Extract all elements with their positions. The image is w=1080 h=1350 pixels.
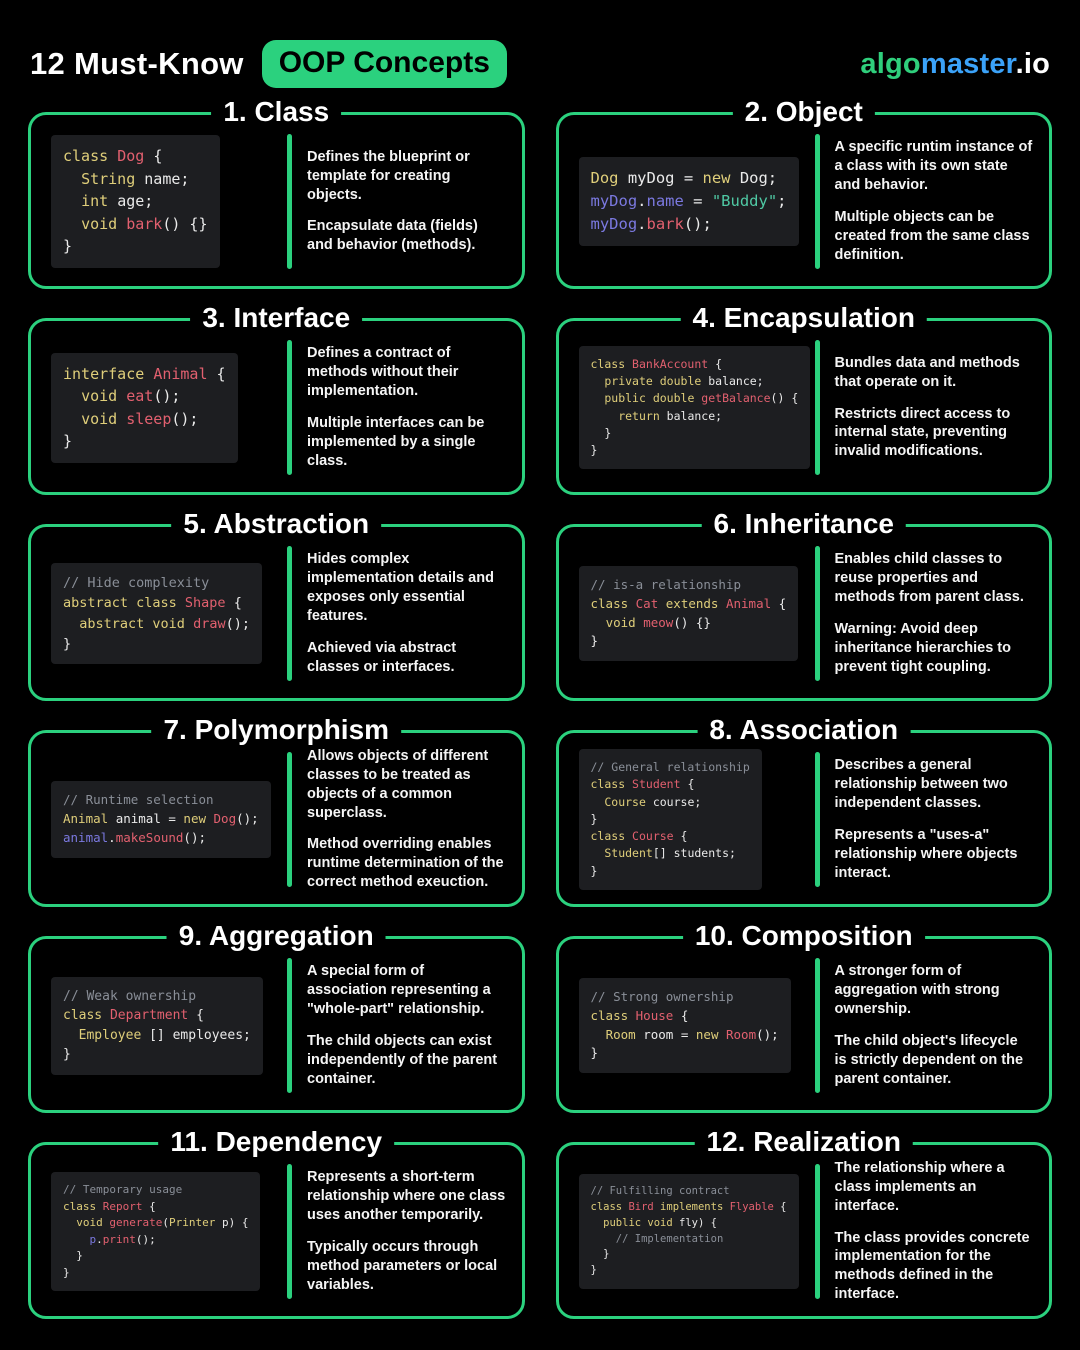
code-token: Room — [605, 1026, 644, 1042]
code-token: ; — [777, 191, 787, 210]
description-paragraph: Method overriding enables runtime determination of the correct method exeuction. — [307, 836, 504, 891]
card-9 — [28, 920, 525, 1113]
card-body — [559, 321, 1050, 492]
code-token — [63, 1216, 76, 1229]
description — [820, 962, 1038, 1088]
code-token: [] employees; — [149, 1027, 251, 1043]
page-title — [30, 40, 507, 88]
code-token: void — [81, 387, 127, 405]
code-token: myDog — [590, 191, 638, 210]
code-block — [51, 781, 271, 857]
code-token: fly) { — [679, 1216, 717, 1229]
code-token: room = — [643, 1026, 696, 1042]
code-token: class — [590, 829, 633, 844]
code-token: name; — [144, 169, 190, 188]
code-token: { — [196, 1008, 204, 1023]
code-token: { — [780, 1201, 787, 1213]
code-token: getBalance — [701, 391, 771, 406]
code-token: { — [680, 829, 688, 844]
card-2 — [556, 96, 1053, 289]
code-token: balance; — [666, 408, 723, 423]
code-token: abstract void — [79, 615, 194, 632]
code-token: } — [590, 811, 598, 826]
code-token: implements — [660, 1201, 730, 1213]
code-token: { — [153, 147, 163, 166]
brand-logo — [860, 48, 1050, 81]
code-token: Report — [102, 1199, 150, 1213]
card-body — [559, 527, 1050, 698]
code-token: bark — [126, 214, 163, 233]
description-paragraph: Hides complex implementation details and exposes only essential features. — [307, 551, 494, 624]
code-token: sleep — [126, 409, 172, 428]
code-token: Printer — [168, 1216, 222, 1229]
code-token: private double — [604, 374, 709, 388]
description-paragraph: Encapsulate data (fields) and behavior (methods). — [307, 218, 478, 254]
card-11 — [28, 1126, 525, 1319]
code-token: } — [63, 635, 72, 652]
code-token: Animal — [725, 595, 779, 611]
description — [292, 344, 510, 470]
code-token — [63, 616, 79, 632]
code-token: (); — [171, 409, 199, 428]
code-token: class — [590, 356, 633, 371]
description — [820, 138, 1038, 264]
code-token: Department — [109, 1008, 197, 1023]
code-token: void — [605, 614, 644, 630]
description-paragraph: Enables child classes to reuse properties and methods from parent class. — [834, 551, 1024, 606]
code-token — [591, 409, 619, 423]
code-token: int — [81, 192, 118, 211]
code-token: Bird — [628, 1201, 661, 1213]
code-token: bark — [646, 215, 684, 234]
code-token: name — [646, 191, 684, 210]
code-token — [591, 846, 605, 860]
card-title: 9. Aggregation — [167, 921, 386, 952]
code-token: Course — [604, 794, 653, 809]
code-token — [63, 192, 81, 210]
code-token: String — [81, 169, 145, 188]
code-block — [579, 566, 799, 661]
description — [292, 1168, 510, 1294]
code-block-wrapper — [51, 353, 287, 463]
description — [820, 550, 1038, 676]
description — [292, 962, 510, 1088]
code-token: () {} — [162, 214, 208, 233]
code-token: { — [216, 364, 226, 383]
code-token — [591, 391, 605, 405]
code-block — [579, 749, 762, 890]
code-token: (); — [153, 387, 181, 405]
description-paragraph: Multiple objects can be created from the same class definition. — [834, 209, 1030, 263]
code-token: ( — [162, 1216, 169, 1229]
card-6 — [556, 508, 1053, 701]
description — [292, 747, 510, 892]
code-token: . — [96, 1232, 103, 1246]
code-block — [579, 1174, 799, 1289]
card-title: 11. Dependency — [158, 1127, 394, 1158]
card-body — [31, 1145, 522, 1316]
card-title: 3. Interface — [190, 303, 362, 334]
description-paragraph: A stronger form of aggregation with strong ownership. — [834, 963, 1000, 1018]
code-token: } — [63, 432, 73, 450]
description — [292, 148, 510, 255]
code-token: { — [687, 777, 695, 792]
code-token: Shape — [184, 595, 234, 612]
description-paragraph: Defines the blueprint or template for creating objects. — [307, 148, 470, 203]
code-token: [] students; — [652, 846, 736, 861]
code-token: eat — [126, 387, 154, 405]
code-token: class — [63, 147, 118, 166]
code-token: myDog = — [627, 168, 703, 187]
card-title: 7. Polymorphism — [151, 715, 401, 746]
code-token: } — [590, 1045, 599, 1061]
description-paragraph: The child objects can exist independently of the parent container. — [307, 1033, 498, 1087]
code-token: Student — [632, 777, 688, 792]
description-paragraph: Restricts direct access to internal state, preventing invalid modifications. — [834, 405, 1011, 460]
code-token: animal = — [115, 811, 184, 827]
code-block-wrapper — [579, 978, 815, 1073]
description-paragraph: Bundles data and methods that operate on it. — [834, 354, 1020, 390]
card-title: 1. Class — [211, 97, 341, 128]
code-token: class — [63, 1199, 103, 1213]
code-token: BankAccount — [632, 356, 716, 371]
code-token: } — [63, 1047, 71, 1062]
card-4 — [556, 302, 1053, 495]
card-1 — [28, 96, 525, 289]
code-block-wrapper — [579, 157, 815, 247]
code-token: } — [590, 425, 612, 440]
code-token: age; — [117, 192, 154, 211]
code-token — [591, 374, 605, 388]
card-title: 8. Association — [697, 715, 910, 746]
code-token: (); — [135, 1232, 156, 1246]
code-token: class — [590, 1007, 636, 1023]
code-token — [63, 215, 81, 233]
code-token: Animal — [63, 811, 116, 827]
code-block-wrapper — [579, 749, 815, 890]
card-7 — [28, 714, 525, 907]
code-token: "Buddy" — [711, 191, 778, 210]
code-token: { — [149, 1199, 156, 1213]
card-title: 2. Object — [733, 97, 875, 128]
code-token: public double — [604, 391, 702, 406]
code-token — [591, 615, 606, 630]
card-title: 5. Abstraction — [171, 509, 381, 540]
code-token: return — [618, 408, 667, 423]
code-token: // Weak ownership — [63, 988, 197, 1004]
code-token: . — [637, 215, 647, 234]
code-token: void — [76, 1216, 110, 1229]
code-token: Dog; — [739, 168, 778, 187]
description-paragraph: Typically occurs through method parameters or local variables. — [307, 1239, 498, 1293]
code-token: // Hide complexity — [63, 575, 210, 591]
code-token: course; — [652, 794, 702, 809]
code-token: Flyable — [729, 1201, 781, 1213]
cards-grid — [0, 98, 1080, 1319]
code-token: interface — [63, 364, 154, 383]
card-8 — [556, 714, 1053, 907]
description-paragraph: Warning: Avoid deep inheritance hierarchies to prevent tight coupling. — [834, 621, 1011, 675]
card-body — [31, 733, 522, 904]
code-token: p) { — [221, 1216, 249, 1229]
code-block-wrapper — [51, 135, 287, 268]
description-paragraph: Multiple interfaces can be implemented by a single class. — [307, 415, 485, 469]
description-paragraph: A specific runtim instance of a class with its own state and behavior. — [834, 139, 1033, 194]
code-token: Dog — [590, 168, 628, 187]
code-token: } — [590, 863, 598, 878]
description-paragraph: A special form of association representing a "whole-part" relationship. — [307, 963, 491, 1018]
code-token: } — [63, 1249, 83, 1262]
code-token: } — [590, 633, 599, 649]
code-token: // Fulfilling contract — [590, 1185, 730, 1198]
card-title: 6. Inheritance — [701, 509, 906, 540]
code-token: // Implementation — [615, 1232, 724, 1245]
code-token: new — [695, 1026, 726, 1042]
code-token — [63, 410, 81, 428]
code-token: balance; — [708, 374, 764, 388]
code-token: } — [63, 1265, 70, 1279]
code-block — [579, 157, 799, 247]
description — [820, 756, 1038, 882]
code-token: class — [590, 595, 636, 611]
code-token: new — [183, 811, 214, 827]
code-token: void — [81, 409, 127, 428]
code-block — [51, 563, 262, 664]
card-3 — [28, 302, 525, 495]
code-token — [63, 387, 81, 405]
card-body — [31, 321, 522, 492]
header — [0, 0, 1080, 98]
card-10 — [556, 920, 1053, 1113]
code-token: } — [63, 237, 73, 256]
brand-part-master: master — [920, 47, 1016, 80]
code-token — [591, 1217, 604, 1229]
code-block — [579, 346, 811, 470]
card-body — [31, 939, 522, 1110]
code-block — [51, 1172, 260, 1291]
code-token: (); — [183, 829, 206, 845]
description — [292, 550, 510, 676]
card-title: 10. Composition — [683, 921, 925, 952]
description-paragraph: Represents a short-term relationship where one class uses another temporarily. — [307, 1169, 506, 1224]
code-token: Dog — [117, 147, 154, 166]
code-token: = — [683, 191, 712, 210]
card-12 — [556, 1126, 1053, 1319]
code-token: Course — [632, 829, 681, 844]
code-block-wrapper — [51, 563, 287, 664]
card-title: 12. Realization — [694, 1127, 913, 1158]
code-block-wrapper — [51, 1172, 287, 1291]
code-token: () { — [770, 391, 799, 406]
card-body — [559, 1145, 1050, 1316]
description-paragraph: Achieved via abstract classes or interfaces. — [307, 639, 457, 675]
brand-part-algo: algo — [860, 47, 921, 80]
code-token: House — [635, 1007, 681, 1023]
code-token: (); — [756, 1026, 779, 1042]
code-token: class — [590, 777, 633, 792]
code-token: // General relationship — [590, 760, 750, 775]
code-token: } — [590, 443, 598, 457]
code-token: { — [715, 356, 723, 371]
code-token: (); — [683, 215, 712, 234]
card-5 — [28, 508, 525, 701]
card-body — [31, 527, 522, 698]
code-token: class — [590, 1201, 629, 1213]
code-token: { — [680, 1007, 689, 1023]
description-paragraph: Allows objects of different classes to be treated as objects of a common superclass. — [307, 748, 489, 821]
code-block — [51, 353, 238, 463]
description-paragraph: The relationship where a class implements an interface. — [834, 1160, 1005, 1214]
description-paragraph: Defines a contract of methods without their implementation. — [307, 345, 459, 400]
code-token: extends — [665, 595, 726, 611]
code-token: Animal — [153, 364, 217, 383]
code-token: p — [89, 1232, 97, 1246]
code-token — [591, 1027, 606, 1042]
code-token: abstract class — [63, 595, 185, 612]
card-body — [31, 115, 522, 286]
description-paragraph: The class provides concrete implementation for the methods defined in the interface. — [834, 1229, 1030, 1303]
code-block — [51, 135, 220, 268]
card-body — [559, 115, 1050, 286]
code-token: new — [702, 168, 740, 187]
code-block — [579, 978, 791, 1073]
code-token: } — [590, 1264, 597, 1276]
code-block-wrapper — [579, 566, 815, 661]
code-block-wrapper — [579, 1174, 815, 1289]
card-title: 4. Encapsulation — [681, 303, 928, 334]
code-token: myDog — [590, 215, 638, 234]
title-prefix: 12 Must-Know — [30, 46, 244, 81]
code-token: (); — [236, 811, 259, 827]
code-token: // Runtime selection — [63, 792, 214, 808]
code-token: print — [102, 1232, 136, 1246]
code-token: Employee — [78, 1027, 150, 1043]
code-token: . — [108, 829, 116, 845]
code-token: Cat — [635, 595, 666, 611]
card-body — [559, 939, 1050, 1110]
code-token: Student — [604, 846, 653, 861]
code-token: () {} — [673, 614, 711, 630]
code-token: (); — [225, 615, 250, 632]
description — [820, 1159, 1038, 1304]
code-token — [63, 170, 81, 188]
code-token: Room — [726, 1026, 757, 1042]
code-token — [63, 1028, 79, 1043]
code-token — [591, 1233, 616, 1245]
code-token: class — [63, 1008, 110, 1023]
code-token: // is-a relationship — [590, 577, 742, 592]
code-token: animal — [63, 829, 109, 845]
description-paragraph: The child object's lifecycle is strictly dependent on the parent container. — [834, 1033, 1024, 1087]
code-token: public void — [603, 1216, 680, 1229]
code-block-wrapper — [579, 346, 815, 470]
code-token: . — [637, 191, 647, 210]
code-token: // Temporary usage — [63, 1183, 183, 1196]
title-highlight-pill: OOP Concepts — [262, 40, 507, 88]
code-token: meow — [643, 614, 674, 630]
code-token: } — [590, 1248, 610, 1261]
description-paragraph: Describes a general relationship between two independent classes. — [834, 757, 1008, 812]
code-token — [63, 1233, 90, 1246]
code-token: // Strong ownership — [590, 989, 734, 1004]
code-token: draw — [193, 615, 226, 632]
brand-part-io: .io — [1015, 47, 1050, 80]
code-token — [591, 795, 605, 809]
code-block-wrapper — [51, 781, 287, 857]
code-token: Dog — [213, 811, 237, 827]
code-block — [51, 977, 263, 1075]
code-token: generate — [109, 1216, 163, 1229]
code-token: { — [233, 595, 242, 612]
description — [820, 354, 1038, 461]
code-token: makeSound — [115, 829, 184, 845]
description-paragraph: Represents a "uses-a" relationship where objects interact. — [834, 827, 1018, 881]
code-token: void — [81, 214, 127, 233]
code-block-wrapper — [51, 977, 287, 1075]
card-body — [559, 733, 1050, 904]
code-token: { — [778, 595, 787, 611]
